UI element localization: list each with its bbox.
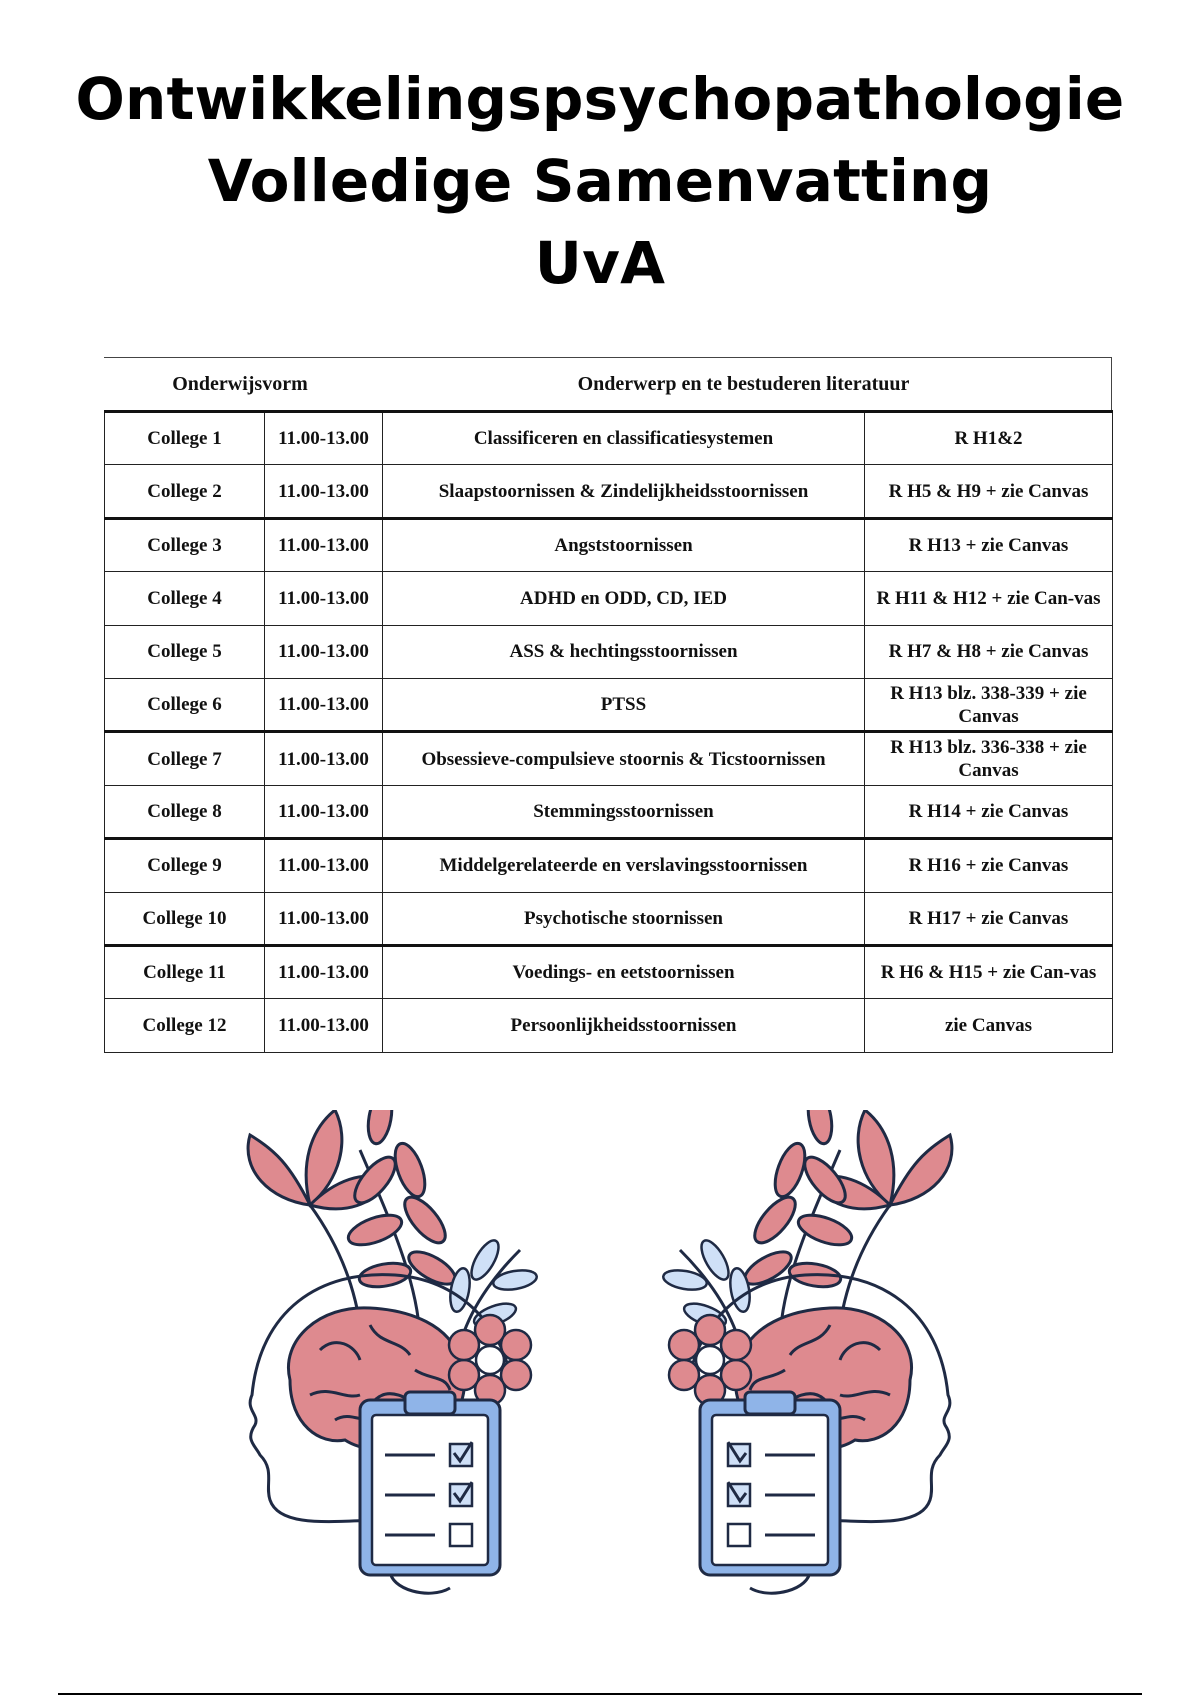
college-cell: College 9 — [105, 839, 265, 892]
college-cell: College 12 — [105, 999, 265, 1052]
topic-cell: ASS & hechtingsstoornissen — [383, 625, 865, 678]
table-row — [105, 572, 1113, 625]
topic-cell: Persoonlijkheidsstoornissen — [383, 999, 865, 1052]
time-cell: 11.00-13.00 — [265, 999, 383, 1052]
topic-cell: Voedings- en eetstoornissen — [383, 945, 865, 998]
time-cell: 11.00-13.00 — [265, 785, 383, 838]
college-cell: College 4 — [105, 572, 265, 625]
topic-cell: Middelgerelateerde en verslavingsstoornissen — [383, 839, 865, 892]
literature-cell: R H14 + zie Canvas — [865, 785, 1113, 838]
table-row — [105, 945, 1113, 998]
table-row — [105, 412, 1113, 465]
mental-health-illustration — [160, 1110, 1040, 1650]
left-head-figure — [248, 1110, 538, 1593]
schedule-table — [104, 357, 1112, 1053]
college-cell: College 6 — [105, 678, 265, 731]
college-cell: College 7 — [105, 732, 265, 785]
time-cell: 11.00-13.00 — [265, 892, 383, 945]
topic-cell: Psychotische stoornissen — [383, 892, 865, 945]
literature-cell: R H13 blz. 338-339 + zie Canvas — [865, 678, 1113, 731]
table-row — [105, 518, 1113, 571]
college-cell: College 10 — [105, 892, 265, 945]
literature-cell: zie Canvas — [865, 999, 1113, 1052]
literature-cell: R H1&2 — [865, 412, 1113, 465]
literature-cell: R H13 + zie Canvas — [865, 518, 1113, 571]
literature-cell: R H11 & H12 + zie Can-vas — [865, 572, 1113, 625]
schedule-header — [104, 357, 1112, 410]
time-cell: 11.00-13.00 — [265, 518, 383, 571]
time-cell: 11.00-13.00 — [265, 732, 383, 785]
table-row — [105, 839, 1113, 892]
title-line-summary: Volledige Samenvatting — [207, 147, 993, 215]
time-cell: 11.00-13.00 — [265, 572, 383, 625]
table-row — [105, 625, 1113, 678]
illustration-svg — [160, 1110, 1040, 1650]
college-cell: College 11 — [105, 945, 265, 998]
literature-cell: R H17 + zie Canvas — [865, 892, 1113, 945]
literature-cell: R H7 & H8 + zie Canvas — [865, 625, 1113, 678]
college-cell: College 8 — [105, 785, 265, 838]
time-cell: 11.00-13.00 — [265, 945, 383, 998]
table-row — [105, 892, 1113, 945]
title-line-university: UvA — [534, 229, 666, 297]
time-cell: 11.00-13.00 — [265, 412, 383, 465]
topic-cell: Classificeren en classificatiesystemen — [383, 412, 865, 465]
college-cell: College 5 — [105, 625, 265, 678]
table-row — [105, 678, 1113, 731]
literature-cell: R H16 + zie Canvas — [865, 839, 1113, 892]
literature-cell: R H13 blz. 336-338 + zie Canvas — [865, 732, 1113, 785]
topic-cell: Stemmingsstoornissen — [383, 785, 865, 838]
table-row — [105, 732, 1113, 785]
topic-cell: PTSS — [383, 678, 865, 731]
time-cell: 11.00-13.00 — [265, 678, 383, 731]
document-title — [0, 58, 1200, 304]
college-cell: College 3 — [105, 518, 265, 571]
bottom-rule — [58, 1693, 1142, 1695]
time-cell: 11.00-13.00 — [265, 839, 383, 892]
college-cell: College 2 — [105, 465, 265, 518]
table-row — [105, 785, 1113, 838]
header-topic: Onderwerp en te bestuderen literatuur — [577, 372, 910, 395]
topic-cell: ADHD en ODD, CD, IED — [383, 572, 865, 625]
header-form: Onderwijsvorm — [172, 372, 308, 395]
time-cell: 11.00-13.00 — [265, 625, 383, 678]
table-row — [105, 999, 1113, 1052]
college-cell: College 1 — [105, 412, 265, 465]
title-line-course: Ontwikkelingspsychopathologie — [75, 65, 1125, 133]
literature-cell: R H5 & H9 + zie Canvas — [865, 465, 1113, 518]
topic-cell: Obsessieve-compulsieve stoornis & Ticstoornissen — [383, 732, 865, 785]
right-head-figure — [662, 1110, 952, 1593]
time-cell: 11.00-13.00 — [265, 465, 383, 518]
table-row — [105, 465, 1113, 518]
literature-cell: R H6 & H15 + zie Can-vas — [865, 945, 1113, 998]
topic-cell: Angststoornissen — [383, 518, 865, 571]
topic-cell: Slaapstoornissen & Zindelijkheidsstoornissen — [383, 465, 865, 518]
schedule-grid — [104, 410, 1113, 1053]
